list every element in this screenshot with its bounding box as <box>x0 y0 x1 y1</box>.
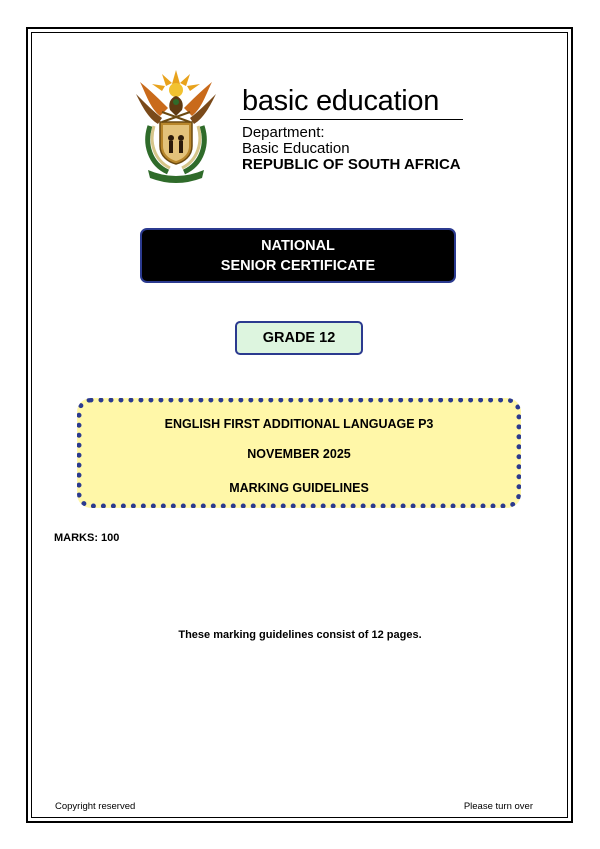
brand-title: basic education <box>242 85 440 117</box>
subject-session: NOVEMBER 2025 <box>247 447 351 461</box>
total-marks: MARKS: 100 <box>54 532 120 544</box>
department-label: Department: <box>242 124 325 141</box>
certificate-line-1: NATIONAL <box>261 237 335 254</box>
footer-copyright: Copyright reserved <box>55 801 136 812</box>
grade-badge: GRADE 12 <box>235 321 363 355</box>
page-count-note: These marking guidelines consist of 12 pages. <box>178 629 422 641</box>
certificate-banner <box>140 228 456 283</box>
department-name: Basic Education <box>242 140 350 157</box>
country-name: REPUBLIC OF SOUTH AFRICA <box>242 156 461 173</box>
brand-divider <box>240 119 463 120</box>
subject-document-type: MARKING GUIDELINES <box>229 481 369 495</box>
subject-panel <box>77 398 521 508</box>
footer-turn-over: Please turn over <box>463 801 533 812</box>
subject-paper: ENGLISH FIRST ADDITIONAL LANGUAGE P3 <box>164 417 434 431</box>
certificate-line-2: SENIOR CERTIFICATE <box>220 257 376 274</box>
coat-of-arms-icon <box>132 64 220 184</box>
